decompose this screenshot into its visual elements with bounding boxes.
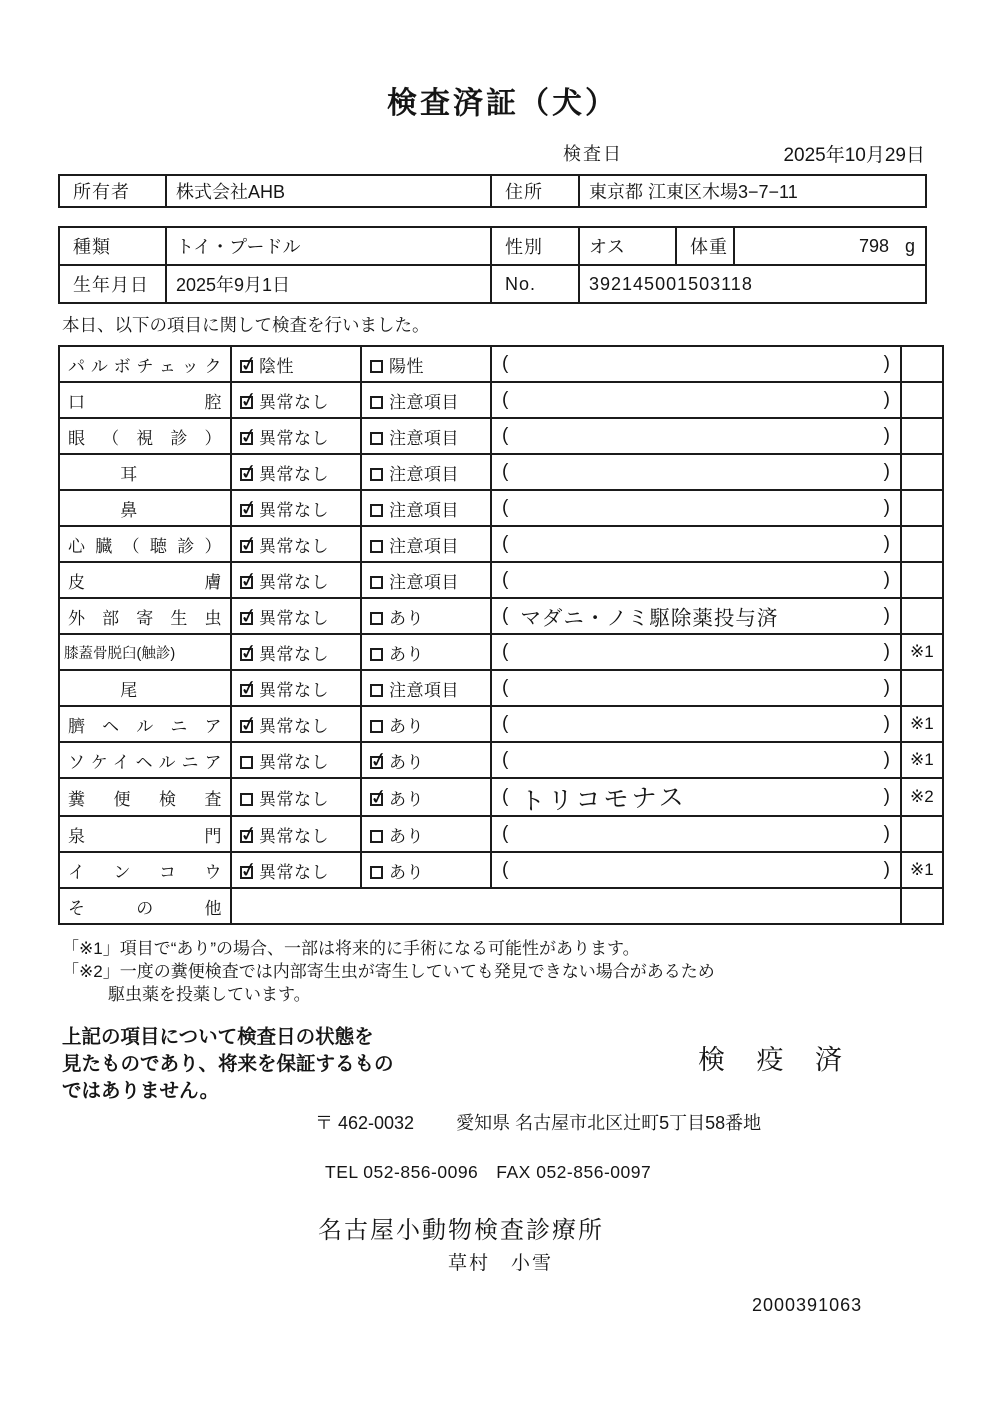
exam-option-1: [231, 490, 361, 526]
exam-item-label: 鼻: [59, 490, 231, 526]
exam-option-1: [231, 382, 361, 418]
exam-option-1: [231, 816, 361, 852]
checkbox-icon: [370, 648, 383, 661]
exam-option-1: [231, 852, 361, 888]
exam-item-label: 泉門: [59, 816, 231, 852]
option-label: 異常なし: [259, 716, 329, 736]
sex-label: 性別: [491, 227, 579, 265]
exam-note-cell: [491, 634, 901, 670]
owner-name: 株式会社AHB: [166, 175, 491, 207]
breed-value: トイ・プードル: [166, 227, 491, 265]
sex-value: オス: [579, 227, 676, 265]
checkbox-icon: [370, 720, 383, 733]
inspection-date-label: 検査日: [563, 144, 623, 164]
exam-mark: [901, 816, 943, 852]
clinic-name: 名古屋小動物検査診療所: [318, 1217, 604, 1244]
exam-note-cell: [491, 670, 901, 706]
checkbox-icon: [240, 720, 253, 733]
option-label: 異常なし: [259, 536, 329, 556]
exam-item-label: 心臓（聴診）: [59, 526, 231, 562]
exam-item-label: 耳: [59, 454, 231, 490]
owner-row: [59, 175, 926, 207]
exam-note-cell: [491, 562, 901, 598]
paren-close: ): [883, 353, 890, 374]
footnotes: [62, 937, 1005, 1006]
exam-option-2: [361, 454, 491, 490]
exam-note-cell: [491, 778, 901, 816]
option-label: 注意項目: [389, 536, 459, 556]
exam-row: [59, 490, 943, 526]
paren-open: (: [502, 569, 509, 590]
exam-option-2: [361, 778, 491, 816]
paren-close: ): [883, 641, 890, 662]
option-label: あり: [389, 826, 424, 846]
checkbox-icon: [240, 360, 253, 373]
birth-label: 生年月日: [59, 265, 166, 303]
disclaimer: [62, 1024, 1005, 1105]
exam-mark: ※1: [901, 706, 943, 742]
exam-item-label: 口腔: [59, 382, 231, 418]
paren-open: (: [502, 823, 509, 844]
exam-mark: ※1: [901, 742, 943, 778]
exam-option-2: [361, 634, 491, 670]
exam-note-cell: [491, 598, 901, 634]
paren-close: ): [883, 713, 890, 734]
exam-item-label: 糞便検査: [59, 778, 231, 816]
exam-item-label: 臍ヘルニア: [59, 706, 231, 742]
no-label: No.: [491, 265, 579, 303]
owner-table: [58, 174, 927, 208]
exam-option-1: [231, 346, 361, 382]
checkbox-icon: [240, 432, 253, 445]
exam-row: [59, 454, 943, 490]
exam-mark: [901, 490, 943, 526]
inspection-date-value: 2025年10月29日: [783, 145, 925, 166]
exam-option-2: [361, 742, 491, 778]
checkbox-icon: [240, 793, 253, 806]
option-label: 異常なし: [259, 572, 329, 592]
checkbox-icon: [370, 360, 383, 373]
exam-note-handnote: マダニ・ノミ駆除薬投与済: [520, 607, 779, 630]
paren-open: (: [502, 859, 509, 880]
exam-row: [59, 418, 943, 454]
exam-option-1: [231, 634, 361, 670]
exam-row: [59, 852, 943, 888]
exam-item-label: パルボチェック: [59, 346, 231, 382]
owner-label: 所有者: [59, 175, 166, 207]
exam-mark: [901, 562, 943, 598]
option-label: あり: [389, 608, 424, 628]
paren-close: ): [883, 786, 890, 807]
paren-close: ): [883, 497, 890, 518]
paren-open: (: [502, 425, 509, 446]
checkbox-icon: [370, 830, 383, 843]
exam-item-label: その他: [59, 888, 231, 924]
option-label: あり: [389, 644, 424, 664]
option-label: 注意項目: [389, 500, 459, 520]
exam-row: [59, 526, 943, 562]
exam-item-label: 尾: [59, 670, 231, 706]
paren-open: (: [502, 605, 509, 626]
exam-item-label: ソケイヘルニア: [59, 742, 231, 778]
exam-item-label: 眼（視診）: [59, 418, 231, 454]
exam-note-cell: [491, 454, 901, 490]
checkbox-icon: [240, 830, 253, 843]
owner-address: 東京都 江東区木場3−7−11: [579, 175, 926, 207]
exam-mark: [901, 382, 943, 418]
pet-row-1: [59, 227, 926, 265]
clinic-address: 愛知県 名古屋市北区辻町5丁目58番地: [456, 1113, 762, 1133]
option-label: 注意項目: [389, 392, 459, 412]
breed-label: 種類: [59, 227, 166, 265]
exam-option-2: [361, 706, 491, 742]
exam-option-1: [231, 598, 361, 634]
option-label: 異常なし: [259, 392, 329, 412]
clinic-tel-fax: TEL 052-856-0096 FAX 052-856-0097: [325, 1162, 652, 1182]
exam-option-2: [361, 852, 491, 888]
exam-option-2: [361, 382, 491, 418]
exam-row: [59, 634, 943, 670]
option-label: あり: [389, 862, 424, 882]
checkbox-icon: [240, 576, 253, 589]
exam-note-cell: [491, 706, 901, 742]
paren-open: (: [502, 389, 509, 410]
exam-mark: [901, 598, 943, 634]
option-label: 異常なし: [259, 752, 329, 772]
exam-note-cell: [491, 346, 901, 382]
option-label: 注意項目: [389, 464, 459, 484]
checkbox-icon: [370, 793, 383, 806]
paren-open: (: [502, 533, 509, 554]
paren-close: ): [883, 677, 890, 698]
checkbox-icon: [370, 576, 383, 589]
checkbox-icon: [370, 756, 383, 769]
footnote-2-line1: 「※2」一度の糞便検査では内部寄生虫が寄生していても発見できない場合があるため: [62, 962, 715, 981]
option-label: 注意項目: [389, 572, 459, 592]
exam-option-1: [231, 706, 361, 742]
checkbox-icon: [370, 432, 383, 445]
checkbox-icon: [370, 684, 383, 697]
paren-close: ): [883, 823, 890, 844]
exam-option-1: [231, 418, 361, 454]
exam-option-1: [231, 670, 361, 706]
serial-number: 2000391063: [752, 1295, 863, 1315]
footnote-2-line2: 駆虫薬を投薬しています。: [108, 985, 311, 1004]
exam-option-2: [361, 670, 491, 706]
checkbox-icon: [240, 540, 253, 553]
exam-row: [59, 670, 943, 706]
clinic-address-line: [0, 1109, 1005, 1135]
option-label: 異常なし: [259, 428, 329, 448]
exam-row: [59, 778, 943, 816]
exam-note-handwritten: トリコモナス: [520, 783, 688, 816]
checkbox-icon: [370, 396, 383, 409]
page-title: 検査済証（犬）: [387, 87, 618, 120]
paren-close: ): [883, 389, 890, 410]
exam-row: [59, 598, 943, 634]
exam-row: [59, 562, 943, 598]
option-label: あり: [389, 789, 424, 809]
exam-mark: [901, 888, 943, 924]
checkbox-icon: [240, 612, 253, 625]
checkbox-icon: [370, 866, 383, 879]
exam-option-1: [231, 526, 361, 562]
examiner-name: 草村 小雪: [448, 1253, 554, 1274]
owner-address-label: 住所: [491, 175, 579, 207]
exam-option-2: [361, 418, 491, 454]
pet-table: [58, 226, 927, 304]
exam-option-1: [231, 742, 361, 778]
exam-row-other: [59, 888, 943, 924]
exam-row: [59, 816, 943, 852]
checkbox-icon: [240, 396, 253, 409]
exam-mark: [901, 670, 943, 706]
option-label: 異常なし: [259, 862, 329, 882]
exam-option-1: [231, 562, 361, 598]
paren-close: ): [883, 749, 890, 770]
checkbox-icon: [370, 504, 383, 517]
option-label: 注意項目: [389, 428, 459, 448]
checkbox-icon: [240, 504, 253, 517]
paren-open: (: [502, 641, 509, 662]
footnote-1: 「※1」項目で“あり”の場合、一部は将来的に手術になる可能性があります。: [62, 939, 640, 958]
exam-row: [59, 382, 943, 418]
exam-note-cell: [491, 490, 901, 526]
exam-option-2: [361, 346, 491, 382]
weight-cell: [734, 227, 926, 265]
paren-open: (: [502, 461, 509, 482]
exam-note-cell: [491, 816, 901, 852]
checkbox-icon: [240, 756, 253, 769]
exam-mark: [901, 454, 943, 490]
paren-close: ): [883, 461, 890, 482]
exam-mark: [901, 346, 943, 382]
disclaimer-line3: ではありません。: [62, 1080, 220, 1102]
exam-option-2: [361, 526, 491, 562]
paren-open: (: [502, 713, 509, 734]
exam-mark: ※1: [901, 634, 943, 670]
option-label: 陽性: [389, 356, 424, 376]
intro-text: 本日、以下の項目に関して検査を行いました。: [62, 315, 430, 335]
paren-open: (: [502, 749, 509, 770]
exam-mark: ※2: [901, 778, 943, 816]
option-label: 異常なし: [259, 464, 329, 484]
option-label: 異常なし: [259, 680, 329, 700]
paren-open: (: [502, 353, 509, 374]
exam-option-1: [231, 454, 361, 490]
option-label: 異常なし: [259, 789, 329, 809]
paren-close: ): [883, 859, 890, 880]
checkbox-icon: [240, 684, 253, 697]
exam-row: [59, 346, 943, 382]
option-label: 異常なし: [259, 644, 329, 664]
option-label: 注意項目: [389, 680, 459, 700]
no-value: 392145001503118: [579, 265, 926, 303]
exam-option-2: [361, 816, 491, 852]
paren-open: (: [502, 497, 509, 518]
disclaimer-line1: 上記の項目について検査日の状態を: [62, 1026, 374, 1048]
exam-row: [59, 706, 943, 742]
exam-mark: [901, 418, 943, 454]
exam-item-label: 膝蓋骨脱臼(触診): [59, 634, 231, 670]
weight-unit: g: [904, 235, 915, 256]
exam-option-2: [361, 562, 491, 598]
disclaimer-line2: 見たものであり、将来を保証するもの: [62, 1053, 394, 1075]
exam-option-2: [361, 598, 491, 634]
exam-option-1: [231, 778, 361, 816]
weight-label: 体重: [676, 227, 734, 265]
pet-row-2: [59, 265, 926, 303]
exam-table: [58, 345, 944, 925]
checkbox-icon: [370, 612, 383, 625]
quarantine-stamp: 検 疫 済: [698, 1045, 855, 1075]
checkbox-icon: [240, 468, 253, 481]
option-label: 異常なし: [259, 500, 329, 520]
paren-open: (: [502, 677, 509, 698]
checkbox-icon: [240, 648, 253, 661]
exam-mark: ※1: [901, 852, 943, 888]
inspection-date-row: [0, 140, 1005, 164]
exam-note-cell: [491, 852, 901, 888]
option-label: 異常なし: [259, 826, 329, 846]
exam-note-cell: [491, 418, 901, 454]
option-label: あり: [389, 752, 424, 772]
option-label: 異常なし: [259, 608, 329, 628]
exam-option-2: [361, 490, 491, 526]
exam-item-label: インコウ: [59, 852, 231, 888]
checkbox-icon: [370, 540, 383, 553]
other-empty-cell: [231, 888, 901, 924]
exam-item-label: 皮膚: [59, 562, 231, 598]
checkbox-icon: [240, 866, 253, 879]
exam-item-label: 外部寄生虫: [59, 598, 231, 634]
weight-value: 798: [858, 235, 889, 256]
paren-close: ): [883, 533, 890, 554]
checkbox-icon: [370, 468, 383, 481]
birth-value: 2025年9月1日: [166, 265, 491, 303]
paren-open: (: [502, 786, 509, 807]
exam-note-cell: [491, 382, 901, 418]
exam-note-cell: [491, 526, 901, 562]
paren-close: ): [883, 425, 890, 446]
paren-close: ): [883, 569, 890, 590]
exam-mark: [901, 526, 943, 562]
option-label: あり: [389, 716, 424, 736]
paren-close: ): [883, 605, 890, 626]
exam-row: [59, 742, 943, 778]
option-label: 陰性: [259, 356, 294, 376]
clinic-postal-code: 〒 462-0032: [315, 1113, 415, 1133]
